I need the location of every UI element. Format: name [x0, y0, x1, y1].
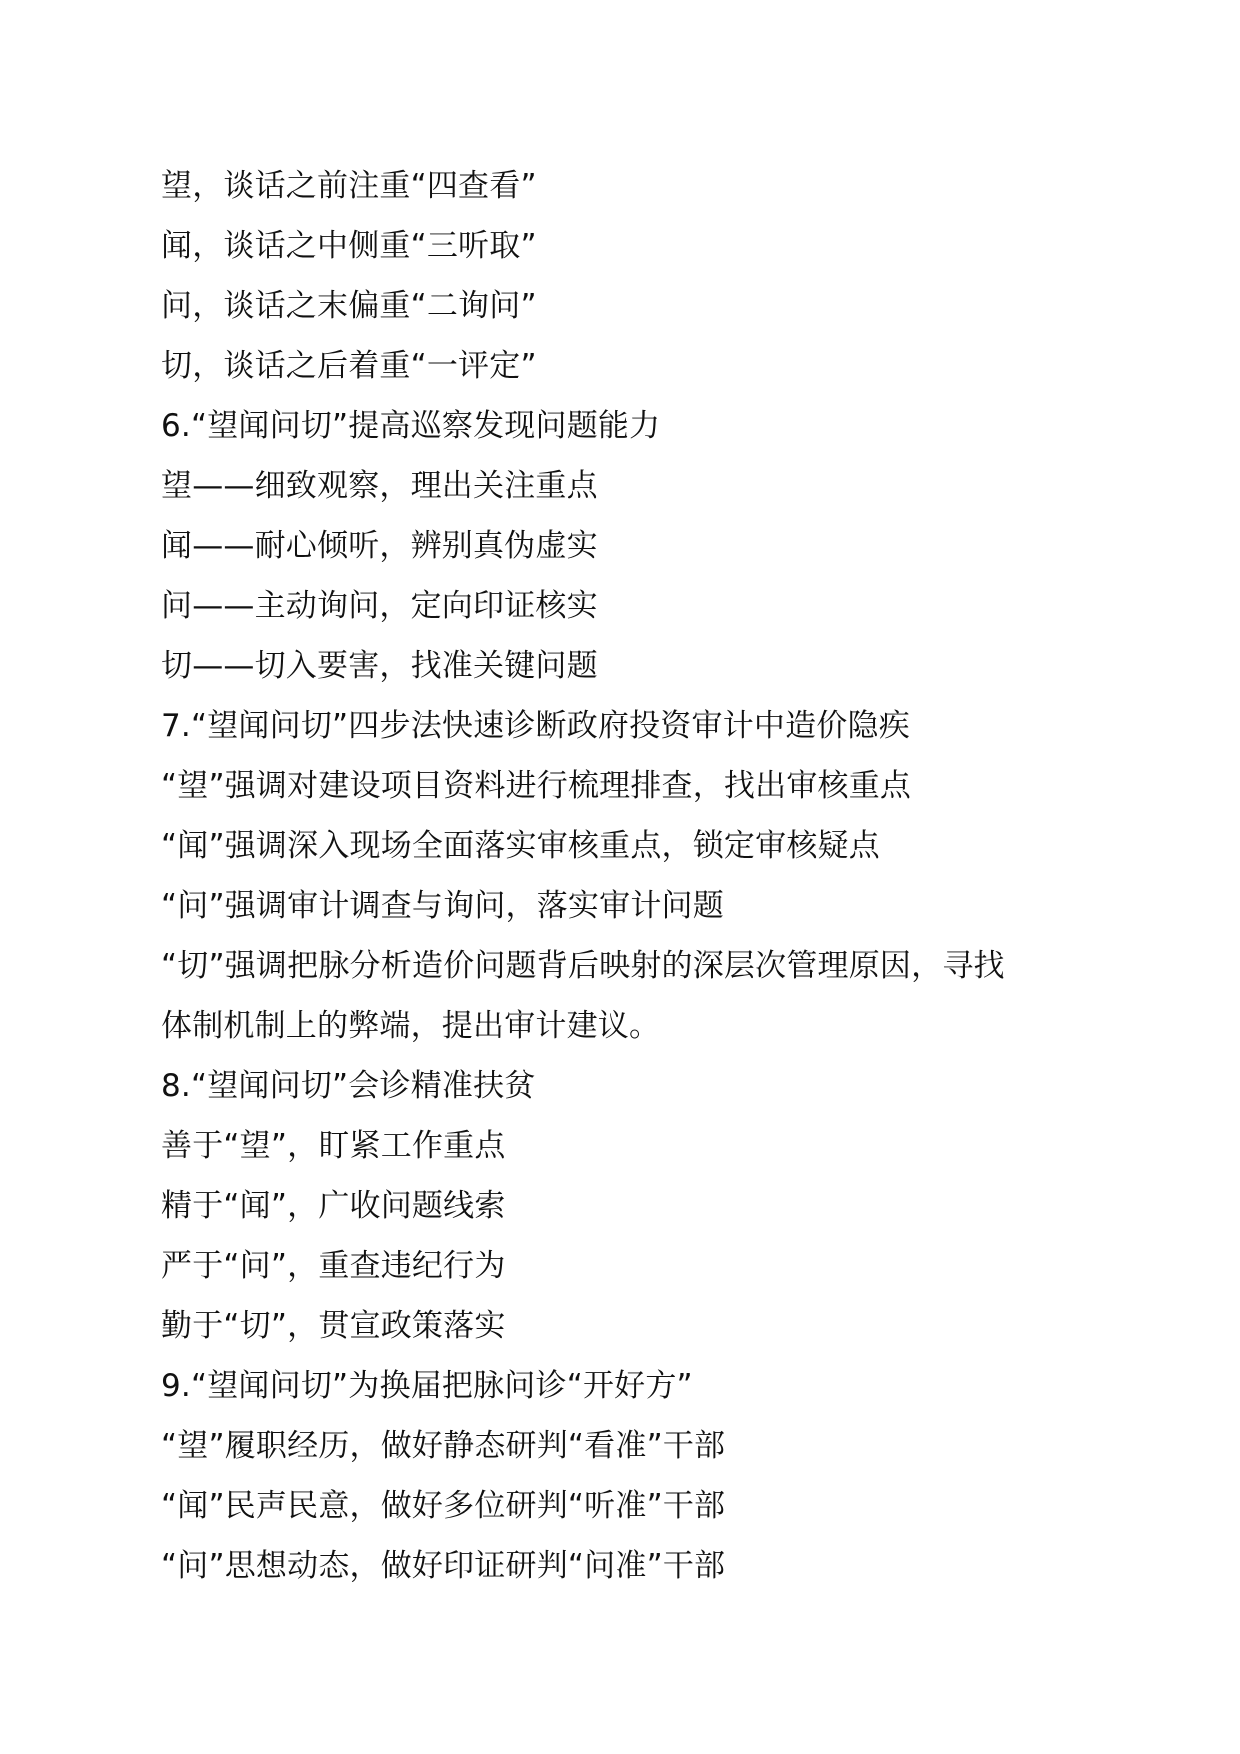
- text-line: 问，谈话之末偏重“二询问”: [161, 288, 537, 324]
- text-line: “问”思想动态，做好印证研判“问准”干部: [161, 1548, 726, 1584]
- text-line: “切”强调把脉分析造价问题背后映射的深层次管理原因，寻找: [161, 948, 1005, 984]
- section-heading: 6.“望闻问切”提高巡察发现问题能力: [161, 408, 661, 444]
- text-line: “闻”强调深入现场全面落实审核重点，锁定审核疑点: [161, 828, 880, 864]
- text-line: 善于“望”，盯紧工作重点: [161, 1128, 506, 1164]
- text-line: 闻——耐心倾听，辨别真伪虚实: [161, 528, 598, 564]
- text-line: 闻，谈话之中侧重“三听取”: [161, 228, 537, 264]
- text-line: “望”履职经历，做好静态研判“看准”干部: [161, 1428, 726, 1464]
- text-line: 切——切入要害，找准关键问题: [161, 648, 598, 684]
- text-line: 精于“闻”，广收问题线索: [161, 1188, 506, 1224]
- text-line: 切，谈话之后着重“一评定”: [161, 348, 537, 384]
- section-heading: 9.“望闻问切”为换届把脉问诊“开好方”: [161, 1368, 693, 1404]
- text-line: 严于“问”，重查违纪行为: [161, 1248, 506, 1284]
- text-line: 体制机制上的弊端，提出审计建议。: [161, 1008, 661, 1044]
- text-line: 勤于“切”，贯宣政策落实: [161, 1308, 506, 1344]
- section-heading: 8.“望闻问切”会诊精准扶贫: [161, 1068, 536, 1104]
- section-heading: 7.“望闻问切”四步法快速诊断政府投资审计中造价隐疾: [161, 708, 910, 744]
- text-line: “望”强调对建设项目资料进行梳理排查，找出审核重点: [161, 768, 912, 804]
- document-body: [161, 156, 1101, 1596]
- text-line: “问”强调审计调查与询问，落实审计问题: [161, 888, 724, 924]
- text-line: 望，谈话之前注重“四查看”: [161, 168, 537, 204]
- text-line: “闻”民声民意，做好多位研判“听准”干部: [161, 1488, 726, 1524]
- text-line: 望——细致观察，理出关注重点: [161, 468, 598, 504]
- text-line: 问——主动询问，定向印证核实: [161, 588, 598, 624]
